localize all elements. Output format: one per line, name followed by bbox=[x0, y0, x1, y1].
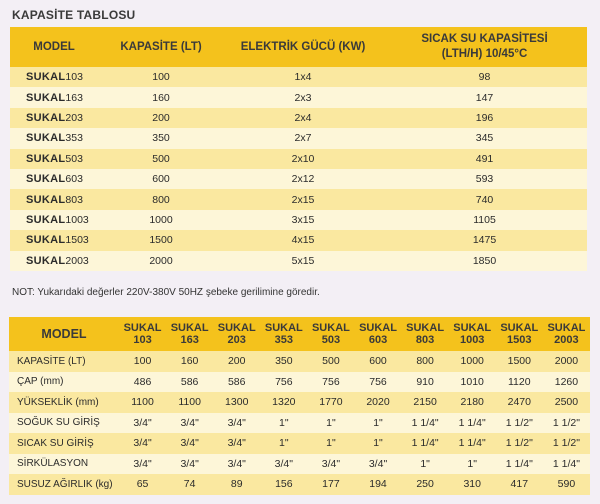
spec-value: 3/4" bbox=[119, 454, 166, 475]
capacity-table-header bbox=[10, 27, 587, 67]
spec-value: 3/4" bbox=[119, 433, 166, 454]
spec-value: 756 bbox=[354, 372, 401, 393]
model-cell bbox=[10, 108, 98, 128]
spec-value: 250 bbox=[402, 474, 449, 495]
spec-value: 1" bbox=[354, 433, 401, 454]
model-column-header bbox=[543, 317, 590, 351]
spec-value: 1260 bbox=[543, 372, 590, 393]
model-number: 1503 bbox=[65, 234, 89, 247]
page-title: KAPASİTE TABLOSU bbox=[12, 8, 136, 22]
model-cell bbox=[10, 67, 98, 87]
model-column-header bbox=[260, 317, 307, 351]
spec-value: 3/4" bbox=[260, 454, 307, 475]
spec-value: 1 1/4" bbox=[449, 413, 496, 434]
spec-value: 2150 bbox=[402, 392, 449, 413]
spec-value: 1 1/4" bbox=[449, 433, 496, 454]
spec-value: 1300 bbox=[213, 392, 260, 413]
brand-label: SUKAL bbox=[26, 234, 66, 247]
column-brand: SUKAL bbox=[123, 322, 162, 334]
model-column-header bbox=[166, 317, 213, 351]
model-column-header bbox=[213, 317, 260, 351]
spec-value: 177 bbox=[307, 474, 354, 495]
column-brand: SUKAL bbox=[359, 322, 397, 334]
spec-value: 1 1/4" bbox=[402, 433, 449, 454]
column-brand: SUKAL bbox=[500, 322, 539, 334]
spec-label: SİRKÜLASYON bbox=[9, 454, 119, 475]
table-row bbox=[10, 87, 587, 107]
spec-label: KAPASİTE (LT) bbox=[9, 351, 119, 372]
model-number: 353 bbox=[65, 132, 83, 145]
spec-value: 3/4" bbox=[119, 413, 166, 434]
spec-label: YÜKSEKLİK (mm) bbox=[9, 392, 119, 413]
kapasite-cell: 800 bbox=[98, 189, 224, 209]
spec-value: 1" bbox=[402, 454, 449, 475]
kapasite-cell: 100 bbox=[98, 67, 224, 87]
spec-value: 1120 bbox=[496, 372, 543, 393]
column-model: 503 bbox=[321, 334, 341, 346]
spec-value: 3/4" bbox=[166, 433, 213, 454]
header-sicak-line1: SICAK SU KAPASİTESİ bbox=[421, 33, 548, 45]
header-sicak-su bbox=[382, 27, 587, 67]
column-brand: SUKAL bbox=[311, 322, 350, 334]
spec-value: 100 bbox=[119, 351, 166, 372]
sicak-cell: 345 bbox=[382, 128, 587, 148]
spec-value: 1320 bbox=[260, 392, 307, 413]
model-cell bbox=[10, 210, 98, 230]
column-brand: SUKAL bbox=[453, 322, 492, 334]
header-elektrik: ELEKTRİK GÜCÜ (KW) bbox=[224, 27, 382, 67]
column-model: 353 bbox=[274, 334, 293, 346]
spec-value: 486 bbox=[119, 372, 166, 393]
brand-label: SUKAL bbox=[26, 173, 66, 186]
model-number: 803 bbox=[65, 193, 83, 206]
guc-cell: 1x4 bbox=[224, 67, 382, 87]
spec-value: 1000 bbox=[449, 351, 496, 372]
model-cell bbox=[10, 230, 98, 250]
table-row bbox=[9, 351, 590, 372]
guc-cell: 2x4 bbox=[224, 108, 382, 128]
spec-value: 74 bbox=[166, 474, 213, 495]
spec-value: 1" bbox=[354, 413, 401, 434]
sicak-cell: 196 bbox=[382, 108, 587, 128]
spec-label: ÇAP (mm) bbox=[9, 372, 119, 393]
sicak-cell: 1850 bbox=[382, 251, 587, 271]
capacity-table bbox=[10, 27, 587, 271]
spec-value: 2180 bbox=[449, 392, 496, 413]
model-column-header bbox=[449, 317, 496, 351]
spec-value: 1 1/4" bbox=[496, 454, 543, 475]
spec-value: 1770 bbox=[307, 392, 354, 413]
guc-cell: 2x15 bbox=[224, 189, 382, 209]
table-row bbox=[9, 454, 590, 475]
spec-value: 2000 bbox=[543, 351, 590, 372]
kapasite-cell: 350 bbox=[98, 128, 224, 148]
sicak-cell: 491 bbox=[382, 149, 587, 169]
spec-value: 3/4" bbox=[213, 454, 260, 475]
table-row bbox=[10, 251, 587, 271]
model-cell bbox=[10, 251, 98, 271]
guc-cell: 5x15 bbox=[224, 251, 382, 271]
spec-value: 1" bbox=[260, 433, 307, 454]
kapasite-cell: 600 bbox=[98, 169, 224, 189]
table-row bbox=[9, 413, 590, 434]
spec-value: 89 bbox=[213, 474, 260, 495]
model-number: 1003 bbox=[65, 213, 89, 226]
column-model: 603 bbox=[368, 334, 388, 346]
model-cell bbox=[10, 87, 98, 107]
table-row bbox=[9, 372, 590, 393]
spec-value: 1 1/2" bbox=[543, 433, 590, 454]
model-number: 503 bbox=[65, 152, 83, 165]
spec-value: 3/4" bbox=[213, 413, 260, 434]
spec-value: 156 bbox=[260, 474, 307, 495]
spec-value: 200 bbox=[213, 351, 260, 372]
spec-value: 2020 bbox=[354, 392, 401, 413]
header-model: MODEL bbox=[10, 27, 98, 67]
brand-label: SUKAL bbox=[26, 254, 66, 267]
table-row bbox=[10, 210, 587, 230]
model-number: 103 bbox=[65, 71, 83, 84]
model-column-header bbox=[402, 317, 449, 351]
spec-value: 3/4" bbox=[166, 413, 213, 434]
spec-value: 1 1/4" bbox=[402, 413, 449, 434]
header-sicak-line2: (LTH/H) 10/45°C bbox=[441, 48, 528, 60]
model-number: 2003 bbox=[65, 254, 89, 267]
model-cell bbox=[10, 128, 98, 148]
spec-value: 3/4" bbox=[354, 454, 401, 475]
model-cell bbox=[10, 169, 98, 189]
column-model: 1003 bbox=[459, 334, 485, 346]
brand-label: SUKAL bbox=[26, 152, 66, 165]
table-row bbox=[10, 189, 587, 209]
spec-value: 2500 bbox=[543, 392, 590, 413]
model-number: 603 bbox=[65, 173, 83, 186]
spec-value: 910 bbox=[402, 372, 449, 393]
column-brand: SUKAL bbox=[170, 322, 209, 334]
spec-value: 590 bbox=[543, 474, 590, 495]
spec-value: 1 1/4" bbox=[543, 454, 590, 475]
brand-label: SUKAL bbox=[26, 111, 66, 124]
voltage-note: NOT: Yukarıdaki değerler 220V-380V 50HZ şebeke gerilimine göredir. bbox=[12, 287, 320, 298]
spec-value: 310 bbox=[449, 474, 496, 495]
guc-cell: 3x15 bbox=[224, 210, 382, 230]
column-model: 2003 bbox=[554, 334, 579, 346]
table-row bbox=[9, 474, 590, 495]
spec-value: 586 bbox=[166, 372, 213, 393]
spec-value: 756 bbox=[260, 372, 307, 393]
spec-value: 1100 bbox=[166, 392, 213, 413]
brand-label: SUKAL bbox=[26, 132, 66, 145]
guc-cell: 2x7 bbox=[224, 128, 382, 148]
kapasite-cell: 2000 bbox=[98, 251, 224, 271]
spec-value: 1 1/2" bbox=[496, 413, 543, 434]
kapasite-cell: 500 bbox=[98, 149, 224, 169]
spec-value: 3/4" bbox=[307, 454, 354, 475]
spec-value: 1010 bbox=[449, 372, 496, 393]
guc-cell: 4x15 bbox=[224, 230, 382, 250]
model-column-header bbox=[354, 317, 401, 351]
spec-value: 586 bbox=[213, 372, 260, 393]
sicak-cell: 1475 bbox=[382, 230, 587, 250]
kapasite-cell: 160 bbox=[98, 87, 224, 107]
model-number: 203 bbox=[65, 111, 83, 124]
model-number: 163 bbox=[65, 91, 83, 104]
brand-label: SUKAL bbox=[26, 193, 66, 206]
spec-value: 1" bbox=[307, 433, 354, 454]
kapasite-cell: 1000 bbox=[98, 210, 224, 230]
column-model: 103 bbox=[133, 334, 152, 346]
spec-value: 1" bbox=[449, 454, 496, 475]
column-brand: SUKAL bbox=[217, 322, 256, 334]
kapasite-cell: 200 bbox=[98, 108, 224, 128]
spec-value: 65 bbox=[119, 474, 166, 495]
spec-value: 3/4" bbox=[213, 433, 260, 454]
model-column-header bbox=[307, 317, 354, 351]
brand-label: SUKAL bbox=[26, 213, 66, 226]
spec-value: 417 bbox=[496, 474, 543, 495]
spec-value: 1" bbox=[307, 413, 354, 434]
table-row bbox=[10, 230, 587, 250]
brand-label: SUKAL bbox=[26, 71, 66, 84]
guc-cell: 2x12 bbox=[224, 169, 382, 189]
specs-table-header bbox=[9, 317, 590, 351]
spec-label: SUSUZ AĞIRLIK (kg) bbox=[9, 474, 119, 495]
kapasite-cell: 1500 bbox=[98, 230, 224, 250]
model-cell bbox=[10, 189, 98, 209]
column-brand: SUKAL bbox=[547, 322, 586, 334]
table-row bbox=[9, 392, 590, 413]
header-model: MODEL bbox=[9, 317, 119, 351]
model-column-header bbox=[496, 317, 543, 351]
sicak-cell: 593 bbox=[382, 169, 587, 189]
spec-value: 1500 bbox=[496, 351, 543, 372]
spec-value: 194 bbox=[354, 474, 401, 495]
spec-value: 2470 bbox=[496, 392, 543, 413]
spec-label: SICAK SU GİRİŞ bbox=[9, 433, 119, 454]
model-cell bbox=[10, 149, 98, 169]
column-model: 803 bbox=[415, 334, 435, 346]
spec-value: 756 bbox=[307, 372, 354, 393]
sicak-cell: 147 bbox=[382, 87, 587, 107]
sicak-cell: 98 bbox=[382, 67, 587, 87]
spec-value: 1 1/2" bbox=[496, 433, 543, 454]
table-row bbox=[10, 108, 587, 128]
spec-value: 1 1/2" bbox=[543, 413, 590, 434]
table-row bbox=[10, 128, 587, 148]
column-model: 163 bbox=[180, 334, 199, 346]
specs-table bbox=[9, 317, 590, 495]
spec-value: 600 bbox=[354, 351, 401, 372]
sicak-cell: 740 bbox=[382, 189, 587, 209]
header-kapasite: KAPASİTE (LT) bbox=[98, 27, 224, 67]
guc-cell: 2x10 bbox=[224, 149, 382, 169]
column-brand: SUKAL bbox=[406, 322, 445, 334]
model-column-header bbox=[119, 317, 166, 351]
brand-label: SUKAL bbox=[26, 91, 66, 104]
spec-value: 800 bbox=[402, 351, 449, 372]
spec-value: 350 bbox=[260, 351, 307, 372]
guc-cell: 2x3 bbox=[224, 87, 382, 107]
column-model: 1503 bbox=[507, 334, 532, 346]
table-row bbox=[9, 433, 590, 454]
table-row bbox=[10, 169, 587, 189]
spec-value: 500 bbox=[307, 351, 354, 372]
column-brand: SUKAL bbox=[264, 322, 303, 334]
sicak-cell: 1105 bbox=[382, 210, 587, 230]
spec-value: 3/4" bbox=[166, 454, 213, 475]
spec-value: 1" bbox=[260, 413, 307, 434]
table-row bbox=[10, 149, 587, 169]
spec-value: 1100 bbox=[119, 392, 166, 413]
spec-value: 160 bbox=[166, 351, 213, 372]
column-model: 203 bbox=[227, 334, 246, 346]
spec-label: SOĞUK SU GİRİŞ bbox=[9, 413, 119, 434]
table-row bbox=[10, 67, 587, 87]
